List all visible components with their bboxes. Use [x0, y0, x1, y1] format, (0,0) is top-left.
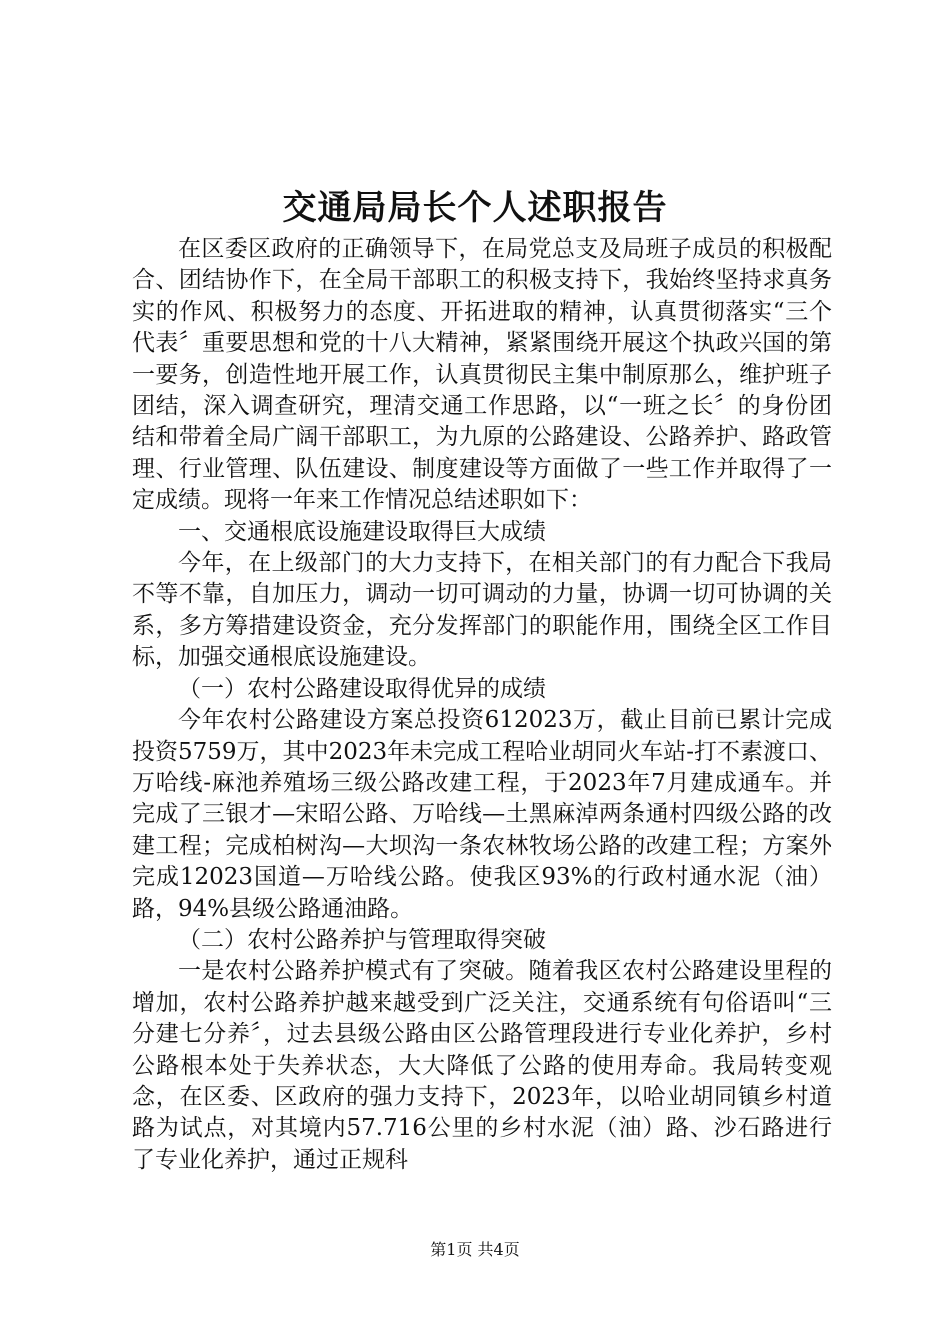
- paragraph-subsection-1: 今年农村公路建设方案总投资612023万，截止目前已累计完成投资5759万，其中2023年未完成工程哈业胡同火车站-打不素渡口、万哈线-麻池养殖场三级公路改建工程，于2023年7月建成通车。并完成了三银才—宋昭公路、万哈线—土黑麻淖两条通村四级公路的改建工程；完成柏树沟—大坝沟一条农林牧场公路的改建工程；方案外完成12023国道—万哈线公路。使我区93%的行政村通水泥（油）路，94%县级公路通油路。: [132, 707, 832, 922]
- document-body: [132, 234, 832, 1176]
- section-heading-1: 一、交通根底设施建设取得巨大成绩: [178, 518, 546, 545]
- paragraph-section-1: 今年，在上级部门的大力支持下，在相关部门的有力配合下我局不等不靠，自加压力，调动一切可调动的力量，协调一切可协调的关系，多方筹措建设资金，充分发挥部门的职能作用，围绕全区工作目标，加强交通根底设施建设。: [132, 550, 832, 671]
- subsection-heading-2: （二）农村公路养护与管理取得突破: [178, 926, 546, 953]
- paragraph-intro: 在区委区政府的正确领导下，在局党总支及局班子成员的积极配合、团结协作下，在全局干部职工的积极支持下，我始终坚持求真务实的作风、积极努力的态度、开拓进取的精神，认真贯彻落实“三个代表〞重要思想和党的十八大精神，紧紧围绕开展这个执政兴国的第一要务，创造性地开展工作，认真贯彻民主集中制原那么，维护班子团结，深入调查研究，理清交通工作思路，以“一班之长〞的身份团结和带着全局广阔干部职工，为九原的公路建设、公路养护、路政管理、行业管理、队伍建设、制度建设等方面做了一些工作并取得了一定成绩。现将一年来工作情况总结述职如下：: [132, 236, 832, 514]
- page-footer: 第1页 共4页: [430, 1240, 520, 1259]
- paragraph-subsection-2: 一是农村公路养护模式有了突破。随着我区农村公路建设里程的增加，农村公路养护越来越受到广泛关注，交通系统有句俗语叫“三分建七分养〞，过去县级公路由区公路管理段进行专业化养护，乡村公路根本处于失养状态，大大降低了公路的使用寿命。我局转变观念，在区委、区政府的强力支持下，2023年，以哈业胡同镇乡村道路为试点，对其境内57.716公里的乡村水泥（油）路、沙石路进行了专业化养护，通过正规科: [132, 958, 832, 1173]
- subsection-heading-1: （一）农村公路建设取得优异的成绩: [178, 675, 546, 702]
- document-title: 交通局局长个人述职报告: [282, 188, 668, 228]
